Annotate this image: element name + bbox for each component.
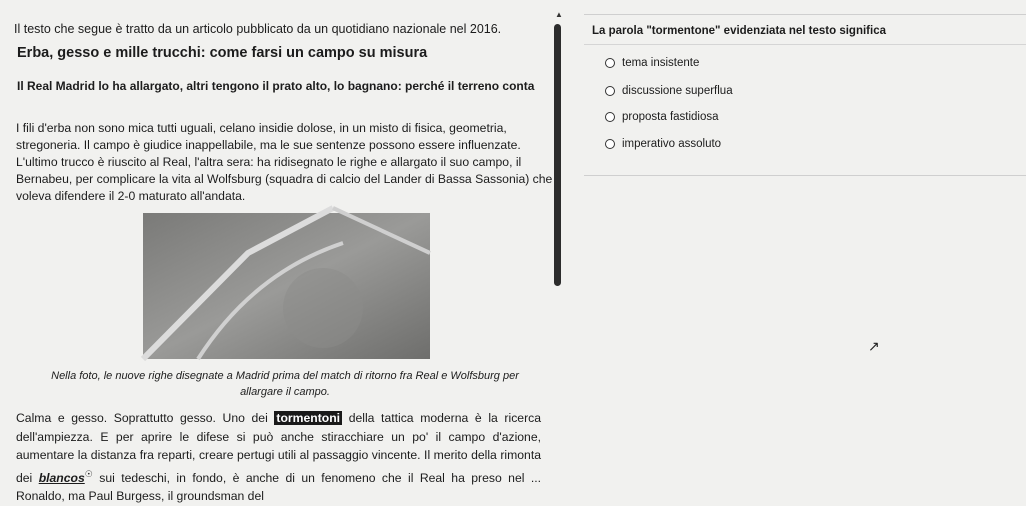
question-divider xyxy=(584,44,1026,45)
photo-caption: Nella foto, le nuove righe disegnate a Madrid prima del match di ritorno fra Real e Wolfsburg per allargare il campo. xyxy=(51,370,519,398)
scroll-up-arrow-icon[interactable]: ▲ xyxy=(555,10,563,19)
question-panel xyxy=(584,14,1026,176)
para2-text-b: della tattica moderna è la ricerca dell'ampiezza. E per aprire le difese si può anche stiracchiare un po' il campo d'azione, aumentare la distanza fra reparti, creare pertugi utili al passaggio vincente. Il merito della rimonta dei xyxy=(16,411,541,485)
radio-button[interactable] xyxy=(605,58,615,68)
article-intro: Il testo che segue è tratto da un articolo pubblicato da un quotidiano nazionale nel 2016. xyxy=(14,22,502,36)
option-imperativo-assoluto[interactable] xyxy=(605,138,721,150)
option-label: imperativo assoluto xyxy=(622,138,722,150)
radio-button[interactable] xyxy=(605,139,615,149)
article-paragraph-1: I fili d'erba non sono mica tutti uguali, celano insidie dolose, in un misto di fisica, geometria, stregoneria. Il campo è giudice inappellabile, ma le sue sentenze possono essere influenzate. L'ultimo trucco è riuscito al Real, l'altra sera: ha ridisegnato le righe e allargato il suo campo, il Bernabeu, per complicare la vita al Wolfsburg (squadra di calcio del Lander di Bassa Sassonia) che voleva difendere il 2-0 maturato all'andata. xyxy=(16,121,553,203)
article-paragraph-2 xyxy=(16,409,541,506)
option-label: discussione superflua xyxy=(622,85,733,97)
option-discussione-superflua[interactable] xyxy=(605,85,733,97)
radio-button[interactable] xyxy=(605,86,615,96)
option-proposta-fastidiosa[interactable] xyxy=(605,111,719,123)
option-label: tema insistente xyxy=(622,57,700,69)
para2-text-c: sui tedeschi, in fondo, è anche di un fenomeno che il Real ha preso nel ... Ronaldo, ma Paul Burgess, il groundsman del xyxy=(16,470,541,504)
blancos-link[interactable]: blancos xyxy=(38,470,85,485)
article-subhead: Il Real Madrid lo ha allargato, altri tengono il prato alto, lo bagnano: perché il terreno conta xyxy=(17,79,535,93)
option-tema-insistente[interactable] xyxy=(605,57,699,69)
radio-button[interactable] xyxy=(605,112,615,122)
highlighted-word: tormentoni xyxy=(276,411,341,425)
football-field-photo xyxy=(143,213,430,359)
para2-text-a: Calma e gesso. Soprattutto gesso. Uno dei xyxy=(16,411,268,425)
scrollbar-thumb[interactable] xyxy=(554,24,561,286)
mouse-pointer-icon: ↗ xyxy=(868,338,880,354)
option-label: proposta fastidiosa xyxy=(622,111,719,123)
field-lines-image xyxy=(143,213,430,359)
info-circle-icon[interactable]: ☉ xyxy=(84,468,93,479)
question-title: La parola "tormentone" evidenziata nel testo significa xyxy=(592,25,886,37)
article-headline: Erba, gesso e mille trucchi: come farsi un campo su misura xyxy=(17,45,428,61)
